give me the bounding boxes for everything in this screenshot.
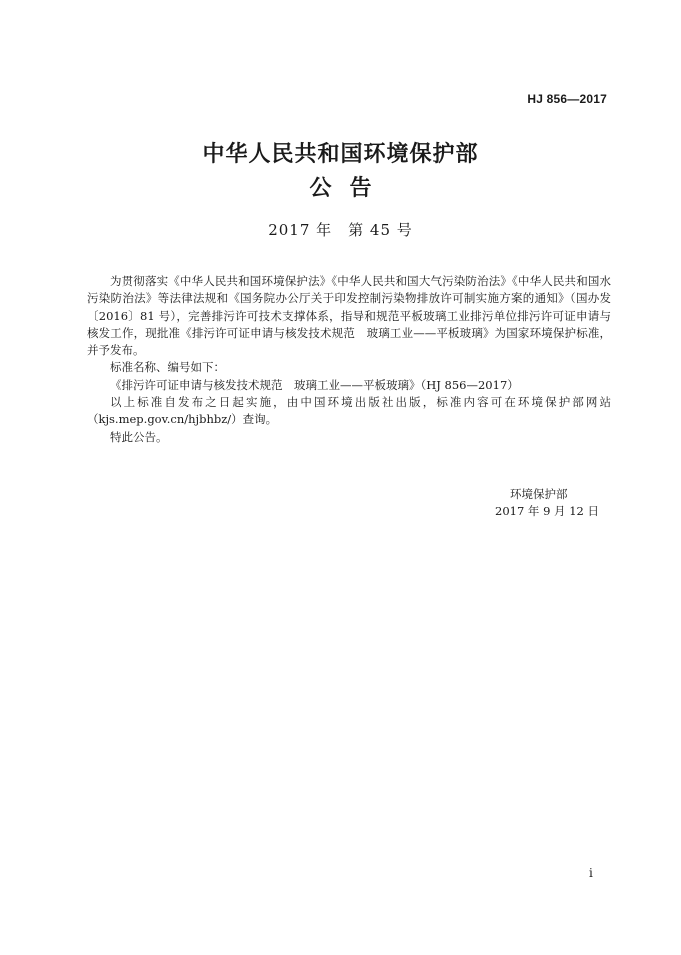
standard-code: HJ 856—2017 <box>527 92 607 106</box>
issuing-organization: 环境保护部 <box>510 487 568 501</box>
signature-block <box>420 486 610 520</box>
issue-date: 2017 年 9 月 12 日 <box>495 504 599 518</box>
notice-title: 公告 <box>309 176 390 201</box>
body-paragraph-3: 《排污许可证申请与核发技术规范 玻璃工业——平板玻璃》（HJ 856—2017） <box>110 377 519 392</box>
ministry-title: 中华人民共和国环境保护部 <box>202 142 479 167</box>
body-paragraph-2: 标准名称、编号如下： <box>110 360 225 375</box>
announcement-body <box>87 273 611 446</box>
page-number: i <box>589 866 593 880</box>
body-paragraph-4: 以上标准自发布之日起实施，由中国环境出版社出版，标准内容可在环境保护部网站（kjs.mep.gov.cn/hjbhbz/）查询。 <box>87 395 611 427</box>
body-paragraph-1: 为贯彻落实《中华人民共和国环境保护法》《中华人民共和国大气污染防治法》《中华人民共和国水污染防治法》等法律法规和《国务院办公厅关于印发控制污染物排放许可制实施方案的通知》（国办发〔2016〕81 号），完善排污许可技术支撑体系，指导和规范平板玻璃工业排污单位排污许可证申请与核发工作，现批准《排污许可证申请与核发技术规范 玻璃工业——平板玻璃》为国家环境保护标准，并予发布。 <box>87 274 611 358</box>
issue-number: 2017 年 第 45 号 <box>268 221 413 239</box>
body-paragraph-5: 特此公告。 <box>110 429 168 444</box>
